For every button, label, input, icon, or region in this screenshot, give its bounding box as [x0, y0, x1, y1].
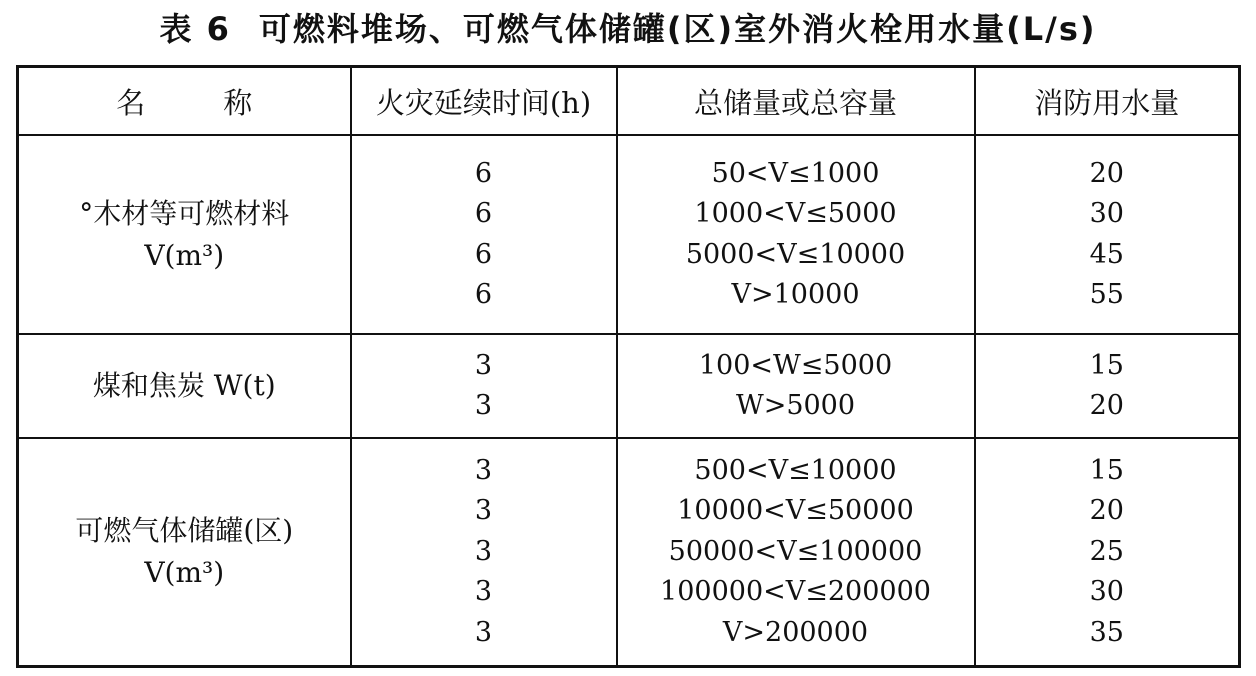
- duration-value: 3: [474, 349, 493, 381]
- duration-cell: [351, 438, 617, 666]
- storage-range: 1000<V≤5000: [694, 198, 897, 229]
- duration-value: 3: [474, 495, 493, 526]
- table-title: [0, 4, 1256, 54]
- water-value: 45: [1089, 238, 1124, 270]
- water-value: 15: [1089, 454, 1124, 486]
- storage-range: V>200000: [722, 616, 869, 648]
- storage-range: W>5000: [735, 390, 856, 421]
- duration-value: 3: [474, 390, 493, 421]
- water-value: 20: [1089, 495, 1124, 526]
- duration-value: 3: [474, 576, 493, 607]
- material-unit: V(m³): [144, 238, 225, 272]
- header-name-char-1: 名: [116, 85, 146, 120]
- duration-value: 3: [474, 454, 493, 486]
- water-cell: [975, 438, 1240, 666]
- header-storage: 总储量或总容量: [617, 67, 975, 136]
- duration-value: 6: [474, 157, 493, 189]
- water-demand-table: [16, 65, 1241, 668]
- water-value: 35: [1089, 616, 1124, 648]
- material-unit: V(m³): [144, 555, 225, 589]
- table-title-text: 可燃料堆场、可燃气体储罐(区)室外消火栓用水量(L/s): [258, 10, 1097, 48]
- material-name-cell: [18, 334, 351, 438]
- water-cell: [975, 334, 1240, 438]
- storage-range: 100000<V≤200000: [660, 576, 931, 607]
- duration-cell: [351, 334, 617, 438]
- storage-range: 50000<V≤100000: [668, 535, 923, 567]
- header-duration: 火灾延续时间(h): [351, 67, 617, 136]
- water-value: 30: [1089, 576, 1124, 607]
- water-cell: [975, 135, 1240, 334]
- storage-range: 100<W≤5000: [698, 349, 893, 381]
- storage-range: 10000<V≤50000: [677, 495, 914, 526]
- table-number: 表 6: [159, 10, 231, 48]
- water-value: 20: [1089, 390, 1124, 421]
- storage-range: V>10000: [731, 279, 860, 310]
- header-water: 消防用水量: [975, 67, 1240, 136]
- material-name-cell: [18, 135, 351, 334]
- storage-cell: [617, 135, 975, 334]
- material-name: °木材等可燃材料: [79, 196, 290, 230]
- table-row: [18, 135, 1240, 334]
- header-name: [18, 67, 351, 136]
- duration-value: 6: [474, 279, 493, 310]
- material-name: 可燃气体储罐(区): [75, 513, 294, 547]
- storage-range: 500<V≤10000: [694, 454, 897, 486]
- duration-cell: [351, 135, 617, 334]
- header-name-char-2: 称: [223, 85, 253, 120]
- duration-value: 6: [474, 198, 493, 229]
- water-value: 20: [1089, 157, 1124, 189]
- water-value: 15: [1089, 349, 1124, 381]
- storage-range: 5000<V≤10000: [685, 238, 906, 270]
- table-row: [18, 438, 1240, 666]
- material-name-cell: [18, 438, 351, 666]
- water-value: 30: [1089, 198, 1124, 229]
- header-row: [18, 67, 1240, 136]
- duration-value: 3: [474, 616, 493, 648]
- storage-cell: [617, 438, 975, 666]
- duration-value: 6: [474, 238, 493, 270]
- table-row: [18, 334, 1240, 438]
- water-value: 25: [1089, 535, 1124, 567]
- storage-cell: [617, 334, 975, 438]
- water-value: 55: [1089, 279, 1124, 310]
- material-name: 煤和焦炭 W(t): [92, 369, 276, 402]
- storage-range: 50<V≤1000: [711, 157, 880, 189]
- duration-value: 3: [474, 535, 493, 567]
